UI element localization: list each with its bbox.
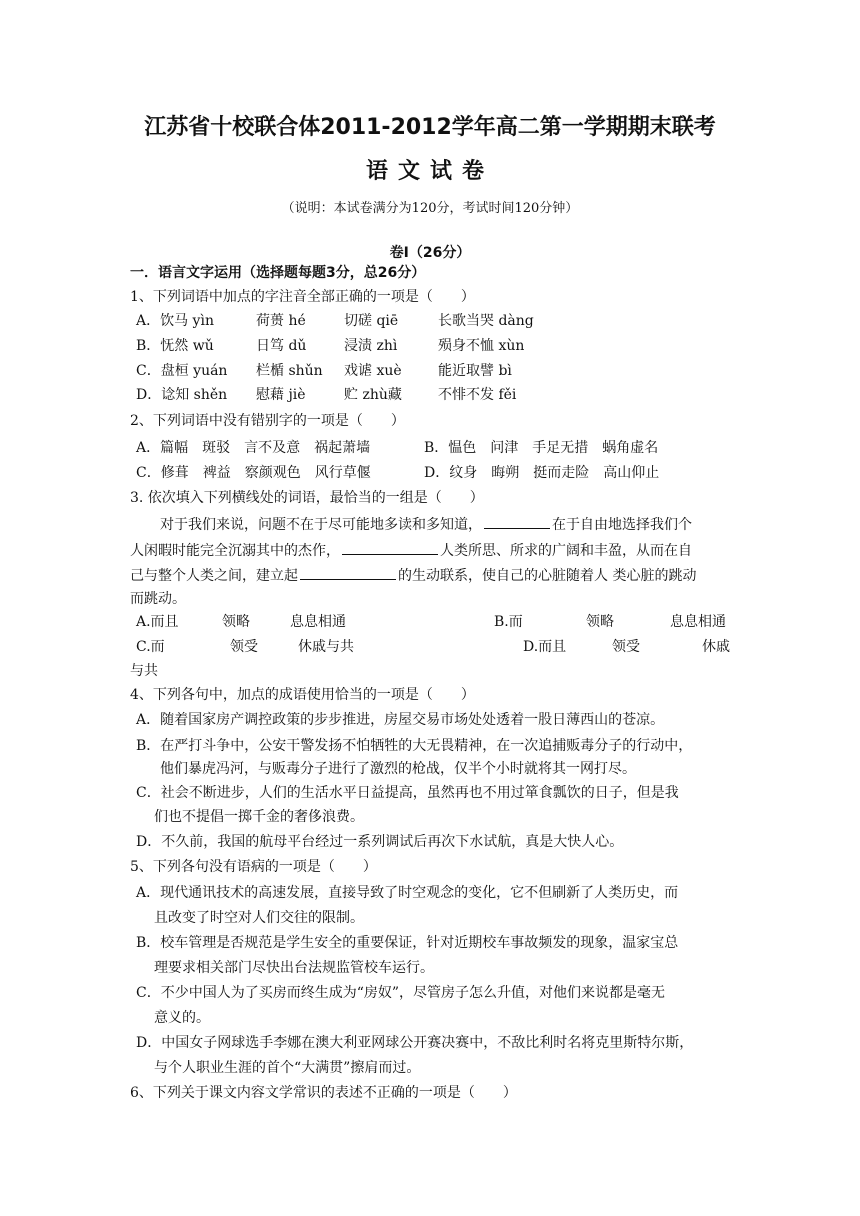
q5-option-c-line-1: C．不少中国人为了买房而终生成为“房奴”，尽管房子怎么升值，对他们来说都是毫无 bbox=[136, 985, 666, 1001]
section-heading: 一．语言文字运用（选择题每题3分，总26分） bbox=[130, 265, 426, 281]
fill-blank-2[interactable] bbox=[342, 540, 438, 555]
q2-option-a: A．篇幅 斑驳 言不及意 祸起萧墙 bbox=[136, 440, 371, 456]
q1-stem: 1、下列词语中加点的字注音全部正确的一项是（ ） bbox=[130, 289, 475, 305]
document-subtitle: 语文试卷 bbox=[365, 159, 494, 184]
q4-option-c-line-2: 们也不提倡一掷千金的奢侈浪费。 bbox=[154, 809, 364, 825]
q1-a-1: A．饮马 yìn bbox=[136, 313, 214, 329]
part-heading: 卷Ⅰ（26分） bbox=[389, 245, 471, 261]
fill-blank-3[interactable] bbox=[300, 565, 396, 580]
q1-row-c bbox=[136, 362, 756, 380]
q3-options-row-2 bbox=[136, 638, 756, 656]
q4-option-c-line-1: C．社会不断进步，人们的生活水平日益提高，虽然再也不用过箪食瓢饮的日子，但是我 bbox=[136, 785, 679, 801]
q3-text: 的生动联系，使自己的心脏随着人 类心脏的跳动 bbox=[398, 568, 697, 584]
q3-passage-line-3 bbox=[130, 565, 696, 585]
q4-option-b-line-1: B．在严打斗争中，公安干警发扬不怕牺牲的大无畏精神，在一次追捕贩毒分子的行动中， bbox=[136, 738, 693, 754]
q2-row-2 bbox=[136, 464, 756, 482]
q1-c-2: 栏楯 shǔn bbox=[256, 363, 323, 379]
q1-c-1: C．盘桓 yuán bbox=[136, 363, 228, 379]
q4-option-d: D．不久前，我国的航母平台经过一系列调试后再次下水试航，真是大快人心。 bbox=[136, 834, 624, 850]
q3-a-3: 息息相通 bbox=[290, 614, 346, 630]
exam-note: （说明：本试卷满分为120分，考试时间120分钟） bbox=[281, 201, 579, 216]
q2-stem: 2、下列词语中没有错别字的一项是（ ） bbox=[130, 413, 405, 429]
q1-a-3: 切磋 qiē bbox=[344, 313, 399, 329]
q1-d-3: 贮 zhù藏 bbox=[344, 387, 402, 403]
q2-option-c: C．修葺 裨益 察颜观色 风行草偃 bbox=[136, 465, 371, 481]
q1-b-2: 日笃 dǔ bbox=[256, 338, 307, 354]
q1-row-a bbox=[136, 312, 756, 330]
q1-d-4: 不悱不发 fěi bbox=[438, 387, 517, 403]
document-title: 江苏省十校联合体2011-2012学年高二第一学期期末联考 bbox=[144, 115, 716, 140]
q3-a-1: A.而且 bbox=[136, 614, 179, 630]
q3-b-3: 息息相通 bbox=[670, 614, 726, 630]
q5-option-c-line-2: 意义的。 bbox=[154, 1010, 210, 1026]
q3-a-2: 领略 bbox=[222, 614, 250, 630]
q1-a-2: 荷蒉 hé bbox=[256, 313, 306, 329]
q1-c-4: 能近取譬 bì bbox=[438, 363, 512, 379]
q5-option-b-line-1: B．校车管理是否规范是学生安全的重要保证，针对近期校车事故频发的现象，温家宝总 bbox=[136, 935, 679, 951]
q1-b-4: 殒身不恤 xùn bbox=[438, 338, 525, 354]
q3-text: 人类所思、所求的广阔和丰盈，从而在自 bbox=[440, 543, 692, 559]
q3-b-2: 领略 bbox=[586, 614, 614, 630]
q3-d-2: 领受 bbox=[612, 639, 640, 655]
q2-row-1 bbox=[136, 439, 756, 457]
q1-d-1: D．谂知 shěn bbox=[136, 387, 228, 403]
q3-text: 对于我们来说，问题不在于尽可能地多读和多知道， bbox=[160, 517, 482, 533]
q2-option-d: D．纹身 晦朔 挺而走险 高山仰止 bbox=[424, 465, 660, 481]
q3-c-3: 休戚与共 bbox=[298, 639, 354, 655]
q4-stem: 4、下列各句中，加点的成语使用恰当的一项是（ ） bbox=[130, 687, 475, 703]
q3-text: 己与整个人类之间，建立起 bbox=[130, 568, 298, 584]
q3-options-row-1 bbox=[136, 613, 756, 631]
q1-row-d bbox=[136, 386, 756, 404]
q3-text: 在于自由地选择我们个 bbox=[552, 517, 692, 533]
q4-option-a: A．随着国家房产调控政策的步步推进，房屋交易市场处处透着一股日薄西山的苍凉。 bbox=[136, 712, 665, 728]
q3-stem: 3. 依次填入下列横线处的词语，最恰当的一组是（ ） bbox=[130, 490, 484, 506]
q6-stem: 6、下列关于课文内容文学常识的表述不正确的一项是（ ） bbox=[130, 1085, 517, 1101]
q3-b-1: B.而 bbox=[494, 614, 523, 630]
q1-b-1: B．怃然 wǔ bbox=[136, 338, 214, 354]
q1-a-4: 长歌当哭 dàng bbox=[438, 313, 534, 329]
q5-option-d-line-1: D．中国女子网球选手李娜在澳大利亚网球公开赛决赛中，不敌比利时名将克里斯特尔斯， bbox=[136, 1035, 694, 1051]
q1-d-2: 慰藉 jiè bbox=[256, 387, 306, 403]
q5-stem: 5、下列各句没有语病的一项是（ ） bbox=[130, 859, 377, 875]
q3-passage-line-2 bbox=[130, 540, 692, 560]
q3-c-1: C.而 bbox=[136, 639, 165, 655]
q3-option-d-continued: 与共 bbox=[130, 663, 158, 679]
q1-c-3: 戏谑 xuè bbox=[344, 363, 402, 379]
q3-passage-line-1 bbox=[160, 514, 692, 534]
q3-d-3: 休戚 bbox=[702, 639, 730, 655]
q5-option-b-line-2: 理要求相关部门尽快出台法规监管校车运行。 bbox=[154, 960, 434, 976]
q5-option-d-line-2: 与个人职业生涯的首个“大满贯”擦肩而过。 bbox=[154, 1060, 421, 1076]
q3-d-1: D.而且 bbox=[523, 639, 567, 655]
q3-passage-line-4: 而跳动。 bbox=[130, 591, 186, 607]
q3-text: 人闲暇时能完全沉溺其中的杰作， bbox=[130, 543, 340, 559]
q2-option-b: B．愠色 问津 手足无措 蜗角虚名 bbox=[424, 440, 659, 456]
q1-b-3: 浸渍 zhì bbox=[344, 338, 398, 354]
q5-option-a-line-1: A．现代通讯技术的高速发展，直接导致了时空观念的变化，它不但刷新了人类历史，而 bbox=[136, 885, 679, 901]
q4-option-b-line-2: 他们暴虎冯河，与贩毒分子进行了激烈的枪战，仅半个小时就将其一网打尽。 bbox=[160, 761, 636, 777]
q5-option-a-line-2: 且改变了时空对人们交往的限制。 bbox=[154, 910, 364, 926]
fill-blank-1[interactable] bbox=[484, 514, 550, 529]
q3-c-2: 领受 bbox=[230, 639, 258, 655]
q1-row-b bbox=[136, 337, 756, 355]
